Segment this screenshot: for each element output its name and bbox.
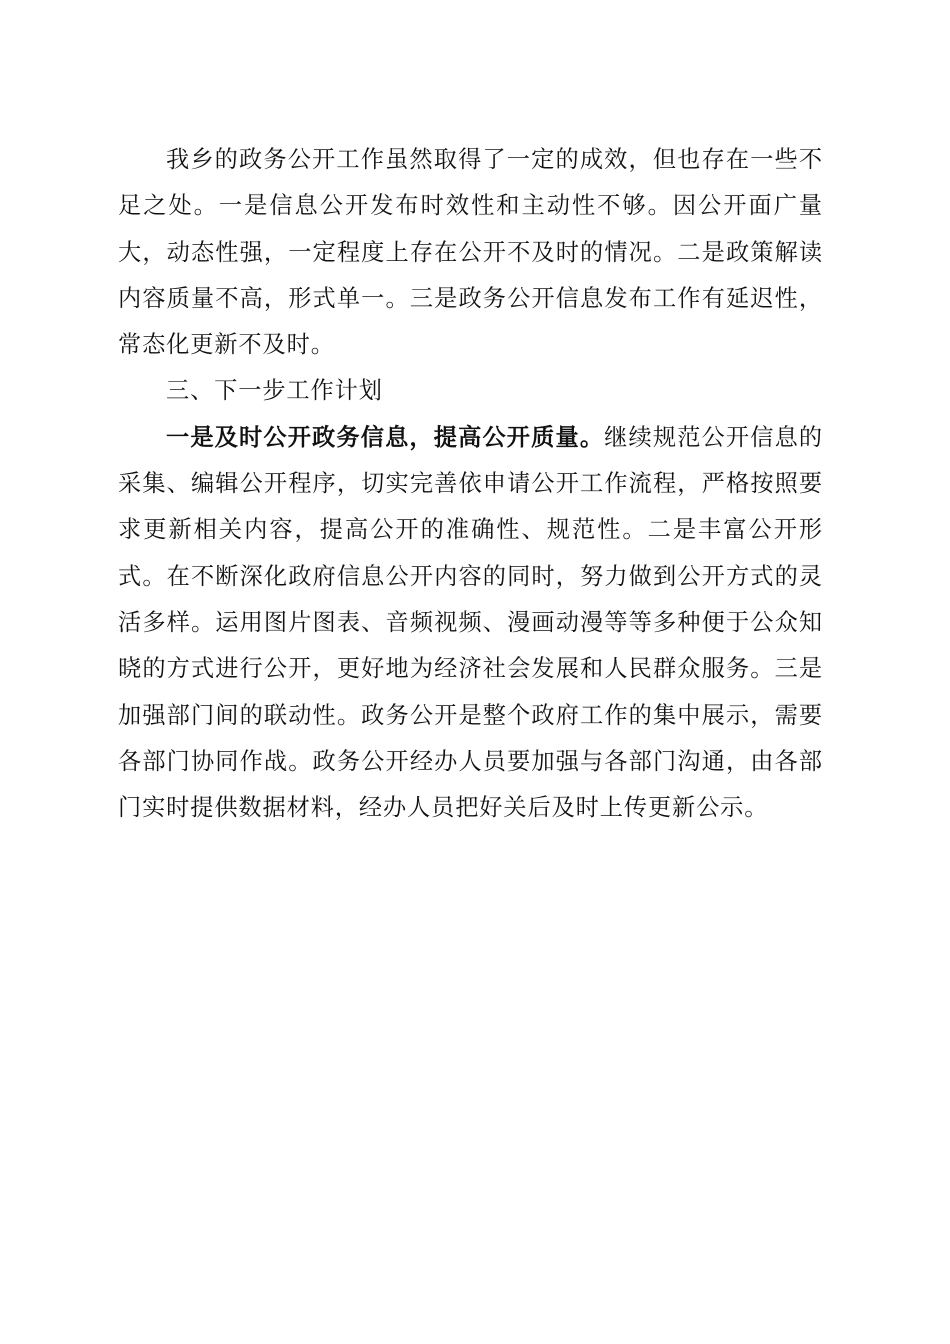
document-page (118, 137, 823, 831)
paragraph-shortcomings: 我乡的政务公开工作虽然取得了一定的成效，但也存在一些不足之处。一是信息公开发布时效性和主动性不够。因公开面广量大，动态性强，一定程度上存在公开不及时的情况。二是政策解读内容质量不高，形式单一。三是政务公开信息发布工作有延迟性，常态化更新不及时。 (118, 146, 823, 359)
paragraph-body-text: 继续规范公开信息的采集、编辑公开程序，切实完善依申请公开工作流程，严格按照要求更新相关内容，提高公开的准确性、规范性。二是丰富公开形式。在不断深化政府信息公开内容的同时，努力做到公开方式的灵活多样。运用图片图表、音频视频、漫画动漫等等多种便于公众知晓的方式进行公开，更好地为经济社会发展和人民群众服务。三是加强部门间的联动性。政务公开是整个政府工作的集中展示，需要各部门协同作战。政务公开经办人员要加强与各部门沟通，由各部门实时提供数据材料，经办人员把好关后及时上传更新公示。 (118, 423, 823, 822)
paragraph-lead-sentence: 一是及时公开政务信息，提高公开质量。 (166, 423, 605, 451)
section-heading: 三、下一步工作计划 (166, 377, 383, 405)
paragraph-work-plan (118, 415, 823, 832)
